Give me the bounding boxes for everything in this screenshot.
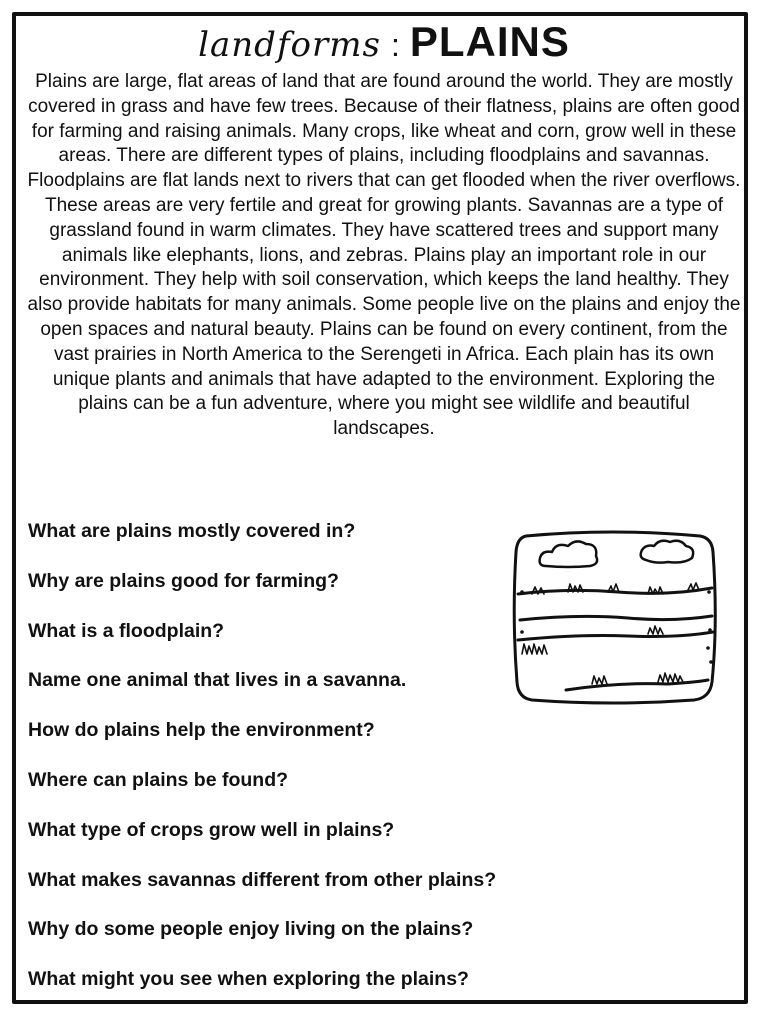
title-separator: : [390,27,400,63]
question-item: Where can plains be found? [28,768,289,791]
plains-landscape-icon [508,522,720,712]
question-item: Name one animal that lives in a savanna. [28,669,407,692]
page-title [16,18,752,70]
question-item: What is a floodplain? [28,619,225,642]
question-item: Why do some people enjoy living on the plains? [28,918,474,941]
question-item: What makes savannas different from other plains? [28,868,497,891]
reading-passage: Plains are large, flat areas of land that are found around the world. They are mostly covered in grass and have few trees. Because of their flatness, plains are often good for farming and raising animals. Many crops, like wheat and corn, grow well in these areas. There are different types of plains, including floodplains and savannas. Floodplains are flat lands next to rivers that can get flooded when the river overflows. These areas are very fertile and great for growing plants. Savannas are a type of grassland found in warm climates. They have scattered trees and support many animals like elephants, lions, and zebras. Plains play an important role in our environment. They help with soil conservation, which keeps the land healthy. They also provide habitats for many animals. Some people live on the plains and enjoy the open spaces and natural beauty. Plains can be found on every continent, from the vast prairies in North America to the Serengeti in Africa. Each plain has its own unique plants and animals that have adapted to the environment. Exploring the plains can be a fun adventure, where you might see wildlife and beautiful landscapes. [27,71,741,440]
question-item: How do plains help the environment? [28,719,375,742]
title-script-text: landforms [198,25,381,65]
question-item: What might you see when exploring the plains? [28,968,469,991]
title-main-text: PLAINS [409,18,570,65]
question-item: What type of crops grow well in plains? [28,818,395,841]
question-item: Why are plains good for farming? [28,569,339,592]
question-item: What are plains mostly covered in? [28,520,356,542]
